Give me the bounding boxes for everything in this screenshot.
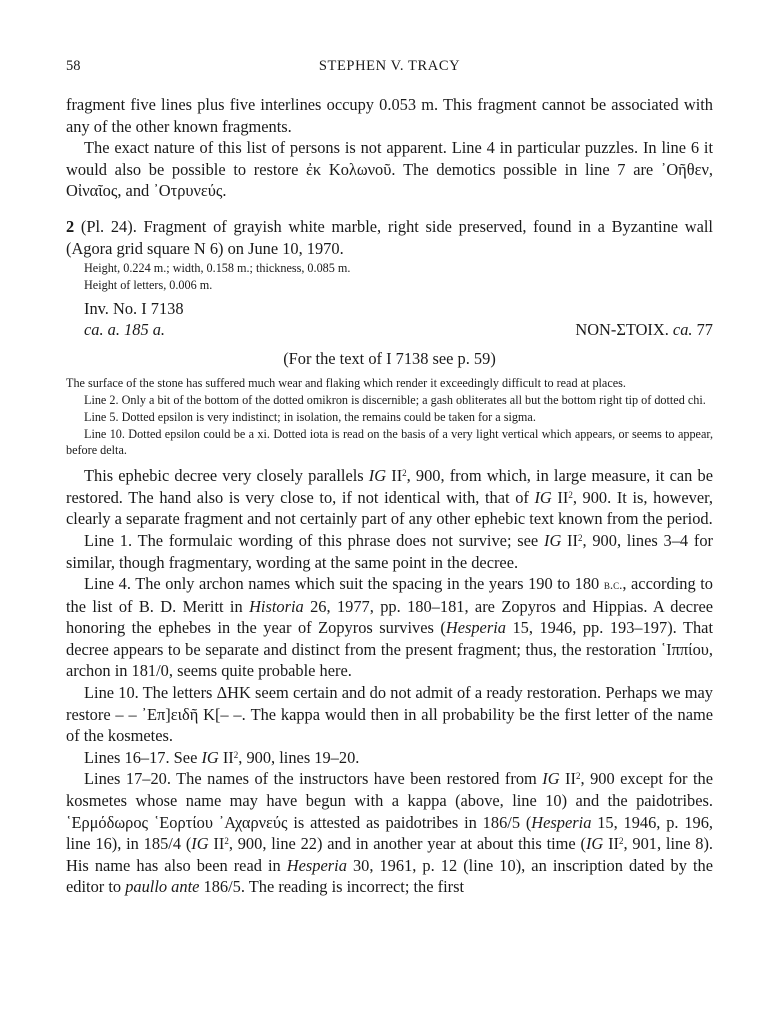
note-line-2: Line 2. Only a bit of the bottom of the dotted omikron is discernible; a gash obliterates all but the bottom right tip of dotted chi. (84, 392, 706, 407)
greek-text: ἐκ Κολωνοῦ (306, 159, 392, 179)
commentary-line-1: Line 1. The formulaic wording of this phrase does not survive; see IG $II^2$, 900, lines 3–4 for similar, though fragmentary, wording at the same point in the decree. (66, 530, 714, 572)
greek-text: ῾Ιππίου (660, 639, 709, 659)
commentary-line-4: Line 4. The only archon names which suit the spacing in the years 190 to 180 b.c., according to the list of B. D. Meritt in Historia 26, 1977, pp. 180–181, are Zopyros and Hippias. A decree honoring the ephebes in the year of Zopyros survives (Hesperia 15, 1946, pp. 193–197). That decree appears to be separate and distinct from the present fragment; thus, the restoration ῾Ιππίου, archon in 181/0, seems quite probable here. (66, 574, 713, 681)
running-head: STEPHEN V. TRACY (318, 58, 461, 74)
stoich-text: NON-ΣΤΟΙΧ. ca. 77 (575, 320, 713, 340)
greek-text: ᾿Επ]ειδῆ Κ[– – (141, 704, 242, 724)
commentary-paragraph-1: This ephebic decree very closely parallels IG $II^2$, 900, from which, in large measure, it can be restored. The hand also is very close to, if not identical with, that of IG $II^2$, 900. It is, however, clearly a separate fragment and not certainly part of any other ephebic text known from the period. (66, 466, 713, 529)
epigraphical-notes (66, 375, 713, 459)
commentary-lines-16-17: Lines 16–17. See IG $II^2$, 900, lines 19–20. (84, 747, 360, 767)
intro-paragraph-2: The exact nature of this list of persons is not apparent. Line 4 in particular puzzles. In line 6 it would also be possible to restore ἐκ Κολωνοῦ. The demotics possible in line 7 are ᾿Οῆθεν, Οἰναῖος, and ᾿Οτρυνεύς. (66, 138, 713, 201)
entry-specs (66, 260, 713, 294)
greek-text: ῾Ερμόδωρος ῾Εορτίου ᾿Αχαρνεύς (66, 812, 288, 832)
spec-dimensions: Height, 0.224 m.; width, 0.158 m.; thickness, 0.085 m. (84, 261, 351, 276)
date-line (66, 319, 713, 340)
inventory-number: Inv. No. I 7138 (84, 299, 184, 319)
entry-number: 2 (66, 216, 75, 236)
greek-text: ᾿Οῆθεν, Οἰναῖος, (66, 159, 713, 201)
text-reference: (For the text of I 7138 see p. 59) (283, 349, 496, 369)
greek-text: ᾿Οτρυνεύς (153, 181, 223, 201)
commentary-lines-17-20: Lines 17–20. The names of the instructors have been restored from IG $II^2$, 900 except for the kosmetes whose name may have begun with a kappa (above, line 10) and the paidotribes. ῾Ερμόδωρος ῾Εορτίου ᾿Αχαρνεύς is attested as paidotribes in 186/5 (Hesperia 15, 1946, p. 196, line 16), in 185/4 (IG $II^2$, 900, line 22) and in another year at about this time (IG $II^2$, 901, line 8). His name has also been read in Hesperia 30, 1961, p. 12 (line 10), an inscription dated by the editor to paullo ante 186/5. The reading is incorrect; the first (66, 769, 714, 897)
page-header (66, 58, 713, 80)
note-line-10: Line 10. Dotted epsilon could be a xi. Dotted iota is read on the basis of a very light vertical which appears, or seems to appear, before delta. (66, 426, 713, 458)
intro-paragraph-1: fragment five lines plus five interlines occupy 0.053 m. This fragment cannot be associated with any of the other known fragments. (66, 95, 713, 136)
date-text: ca. a. 185 a. (84, 320, 166, 340)
entry-description: 2 (Pl. 24). Fragment of grayish white marble, right side preserved, found in a Byzantine wall (Agora grid square N 6) on June 10, 1970. (66, 216, 713, 258)
spec-letter-height: Height of letters, 0.006 m. (84, 278, 213, 293)
page-number: 58 (66, 58, 81, 74)
note-surface: The surface of the stone has suffered much wear and flaking which render it exceedingly difficult to read at places. (66, 376, 626, 391)
commentary-line-10: Line 10. The letters ΔΗΚ seem certain and do not admit of a ready restoration. Perhaps we may restore – – ᾿Επ]ειδῆ Κ[– –. The kappa would then in all probability be the first letter of the name of the kosmetes. (66, 683, 713, 746)
note-line-5: Line 5. Dotted epsilon is very indistinct; in isolation, the remains could be taken for a sigma. (84, 409, 536, 424)
